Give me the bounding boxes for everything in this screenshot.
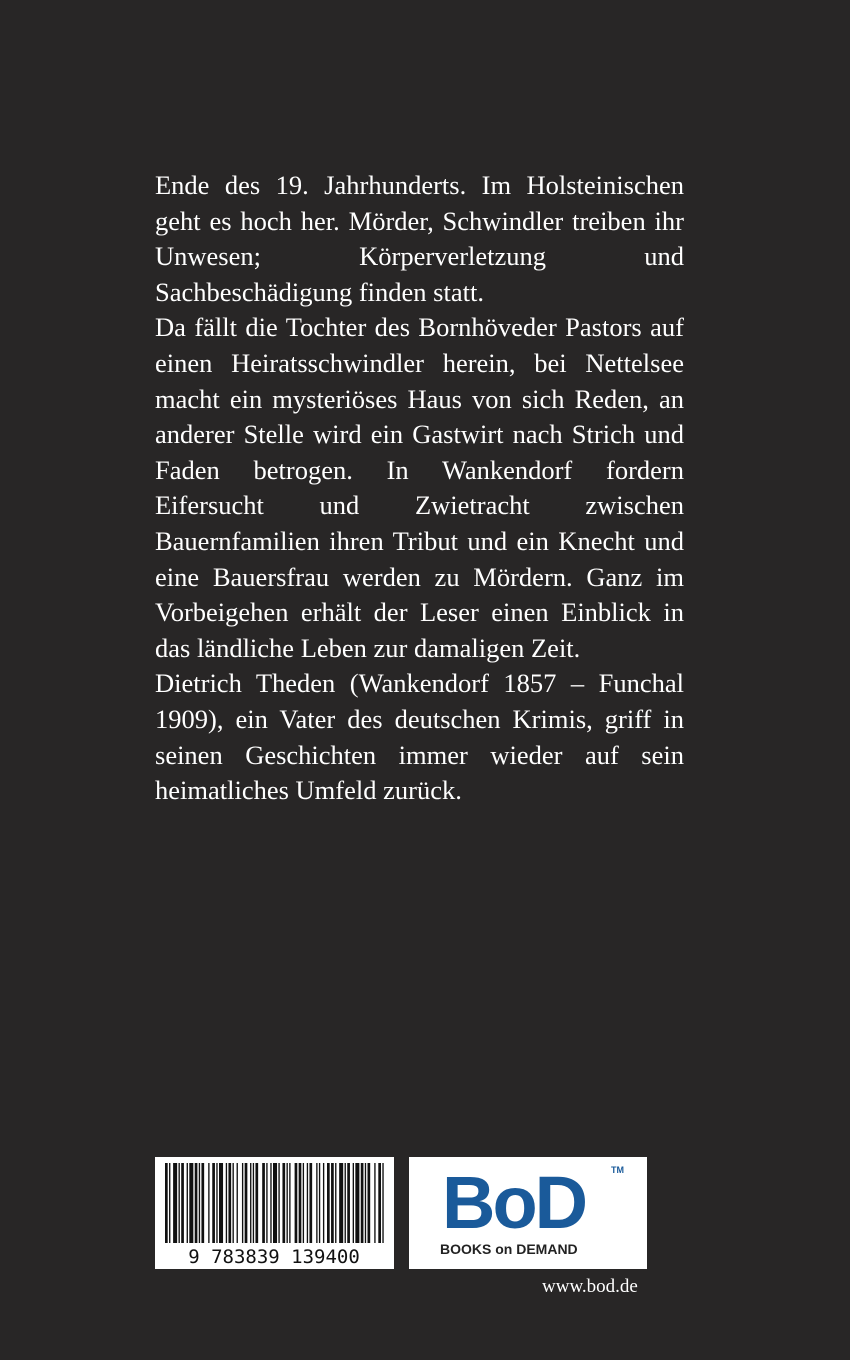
barcode-bar bbox=[287, 1163, 288, 1243]
barcode-bar bbox=[307, 1163, 308, 1243]
barcode-bar bbox=[303, 1163, 304, 1243]
barcode-bar bbox=[299, 1163, 302, 1243]
back-cover-blurb bbox=[155, 168, 684, 809]
blurb-paragraph-1: Ende des 19. Jahrhunderts. Im Holsteinischen geht es hoch her. Mörder, Schwindler treiben ihr Unwesen; Körperverletzung und Sachbeschädigung finden statt. bbox=[155, 170, 684, 307]
barcode-bar bbox=[353, 1163, 354, 1243]
barcode-bar bbox=[195, 1163, 198, 1243]
barcode-bar bbox=[208, 1163, 209, 1243]
barcode-bar bbox=[201, 1163, 204, 1243]
barcode-graphic bbox=[155, 1157, 394, 1269]
barcode-bar bbox=[187, 1163, 188, 1243]
barcode-bar bbox=[169, 1163, 170, 1243]
barcode-bar bbox=[282, 1163, 285, 1243]
barcode-bar bbox=[374, 1163, 375, 1243]
barcode-bars bbox=[165, 1163, 384, 1243]
barcode-bar bbox=[262, 1163, 265, 1243]
trademark-mark: TM bbox=[611, 1165, 624, 1175]
barcode-bar bbox=[339, 1163, 343, 1243]
barcode-bar bbox=[378, 1163, 381, 1243]
barcode-bar bbox=[250, 1163, 251, 1243]
barcode-bar bbox=[316, 1163, 317, 1243]
blurb-paragraph-2: Da fällt die Tochter des Bornhöveder Pastors auf einen Heiratsschwindler herein, bei Nettelsee macht ein mysteriöses Haus von sich Reden, an anderer Stelle wird ein Gastwirt nach Strich und Faden betrogen. In Wankendorf fordern Eifersucht und Zwietracht zwischen Bauernfamilien ihren Tribut und ein Knecht und eine Bauersfrau werden zu Mördern. Ganz im Vorbeigehen erhält der Leser einen Einblick in das ländliche Leben zur damaligen Zeit. bbox=[155, 312, 684, 663]
barcode-bar bbox=[226, 1163, 227, 1243]
publisher-tagline: BOOKS on DEMAND bbox=[440, 1241, 578, 1257]
barcode-bar bbox=[219, 1163, 223, 1243]
barcode-bar bbox=[368, 1163, 371, 1243]
barcode-bar bbox=[181, 1163, 184, 1243]
barcode-bar bbox=[289, 1163, 290, 1243]
barcode-bar bbox=[245, 1163, 248, 1243]
barcode-bar bbox=[189, 1163, 193, 1243]
barcode-digits: 9 783839 139400 bbox=[188, 1246, 360, 1268]
barcode-bar bbox=[216, 1163, 217, 1243]
barcode-bar bbox=[212, 1163, 215, 1243]
barcode-bar bbox=[270, 1163, 271, 1243]
publisher-logo-box bbox=[409, 1157, 647, 1269]
barcode-bar bbox=[237, 1163, 238, 1243]
barcode-bar bbox=[345, 1163, 346, 1243]
barcode-bar bbox=[242, 1163, 243, 1243]
barcode-bar bbox=[347, 1163, 350, 1243]
barcode-bar bbox=[199, 1163, 200, 1243]
barcode-bar bbox=[255, 1163, 258, 1243]
barcode-bar bbox=[323, 1163, 324, 1243]
barcode-bar bbox=[278, 1163, 279, 1243]
barcode-bar bbox=[173, 1163, 177, 1243]
barcode-bar bbox=[309, 1163, 312, 1243]
barcode-bar bbox=[253, 1163, 254, 1243]
bod-logo: BoD bbox=[442, 1161, 586, 1244]
barcode-bar bbox=[273, 1163, 277, 1243]
barcode-bar bbox=[327, 1163, 330, 1243]
barcode-bar bbox=[331, 1163, 334, 1243]
barcode-bar bbox=[382, 1163, 383, 1243]
barcode-bar bbox=[165, 1163, 168, 1243]
barcode-bar bbox=[365, 1163, 366, 1243]
publisher-website[interactable]: www.bod.de bbox=[542, 1276, 638, 1297]
barcode-bar bbox=[233, 1163, 234, 1243]
barcode-bar bbox=[228, 1163, 231, 1243]
barcode-bar bbox=[179, 1163, 180, 1243]
isbn-barcode bbox=[155, 1157, 394, 1269]
barcode-bar bbox=[355, 1163, 359, 1243]
barcode-bar bbox=[266, 1163, 267, 1243]
blurb-paragraph-3: Dietrich Theden (Wankendorf 1857 – Funchal 1909), ein Vater des deutschen Krimis, griff in seinen Geschichten immer wieder auf sein heimatliches Umfeld zurück. bbox=[155, 668, 684, 806]
barcode-bar bbox=[295, 1163, 298, 1243]
barcode-bar bbox=[361, 1163, 364, 1243]
barcode-bar bbox=[335, 1163, 336, 1243]
barcode-bar bbox=[319, 1163, 320, 1243]
